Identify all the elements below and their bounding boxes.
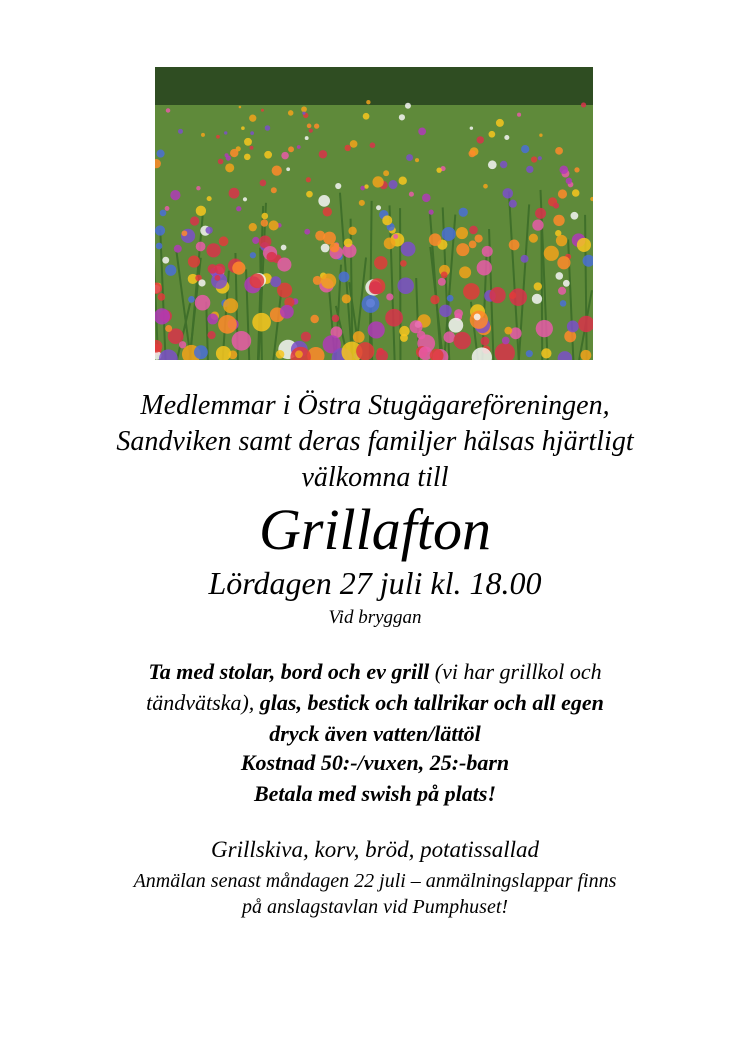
bring-bold-3: dryck även vatten/lättöl: [269, 721, 481, 746]
signup-info: [60, 868, 690, 920]
bring-normal-2: tändvätska),: [146, 690, 260, 715]
wildflower-meadow-image: [155, 67, 593, 360]
signup-line-1: Anmälan senast måndagen 22 juli – anmälningslappar finns: [133, 870, 617, 892]
signup-line-2: på anslagstavlan vid Pumphuset!: [241, 896, 509, 918]
food-menu: Grillskiva, korv, bröd, potatissallad: [211, 837, 539, 862]
bring-line-2: [60, 687, 690, 718]
intro-line-1: Medlemmar i Östra Stugägareföreningen,: [140, 390, 610, 421]
bring-bold-2: glas, bestick och tallrikar och all egen: [259, 690, 604, 715]
bring-normal-1: (vi har grillkol och: [429, 659, 602, 684]
bring-line-1: [60, 656, 690, 687]
bring-instructions: [60, 656, 690, 749]
event-place: Vid bryggan: [328, 607, 422, 628]
invitation-intro: [60, 388, 690, 496]
event-title: Grillafton: [258, 497, 492, 562]
bring-line-3: [60, 718, 690, 749]
bring-bold-1: Ta med stolar, bord och ev grill: [148, 659, 430, 684]
event-date: Lördagen 27 juli kl. 18.00: [208, 565, 542, 601]
cost-price: Kostnad 50:-/vuxen, 25:-barn: [240, 750, 510, 775]
intro-line-2: Sandviken samt deras familjer hälsas hjärtligt: [116, 426, 634, 457]
cost-info: [60, 747, 690, 809]
meadow-photo-icon: [155, 67, 593, 360]
intro-line-3: välkomna till: [301, 462, 449, 493]
cost-payment: Betala med swish på plats!: [253, 781, 497, 806]
